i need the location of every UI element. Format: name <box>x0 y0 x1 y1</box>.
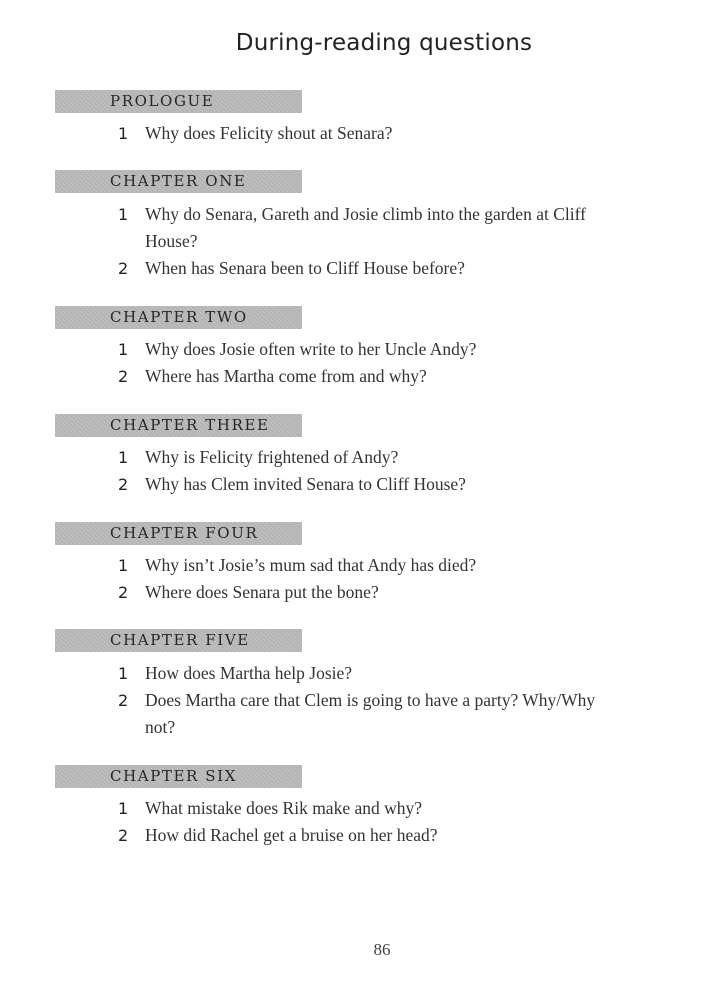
question-text: Why does Felicity shout at Senara? <box>145 123 393 143</box>
section-heading: CHAPTER FIVE <box>110 631 250 649</box>
question-text: Why does Josie often write to her Uncle Andy? <box>145 339 477 359</box>
question-text: Where does Senara put the bone? <box>145 582 379 602</box>
page-title: During-reading questions <box>235 30 533 56</box>
question-text: Where has Martha come from and why? <box>145 366 427 386</box>
question-text: Why do Senara, Gareth and Josie climb into the garden at Cliff House? <box>145 204 586 251</box>
question-text: Why is Felicity frightened of Andy? <box>145 447 399 467</box>
question-text: Does Martha care that Clem is going to have a party? Why/Why not? <box>145 690 596 737</box>
section-heading: CHAPTER THREE <box>110 416 270 434</box>
question-number: 2 <box>118 826 129 845</box>
page-number: 86 <box>373 940 391 959</box>
question-number: 2 <box>118 259 129 278</box>
question-number: 1 <box>118 799 129 818</box>
question-number: 1 <box>118 448 129 467</box>
question-number: 2 <box>118 367 129 386</box>
question-number: 1 <box>118 124 129 143</box>
question-text: What mistake does Rik make and why? <box>145 798 423 818</box>
question-number: 1 <box>118 664 129 683</box>
section-heading: CHAPTER SIX <box>110 767 237 785</box>
question-text: How did Rachel get a bruise on her head? <box>145 825 438 845</box>
question-number: 1 <box>118 556 129 575</box>
section-heading: CHAPTER ONE <box>110 172 247 190</box>
section-heading: CHAPTER FOUR <box>110 524 259 542</box>
section-heading: CHAPTER TWO <box>110 308 248 326</box>
question-text: When has Senara been to Cliff House before? <box>145 258 465 278</box>
question-text: Why isn’t Josie’s mum sad that Andy has died? <box>145 555 477 575</box>
question-text: Why has Clem invited Senara to Cliff House? <box>145 474 466 494</box>
section-heading: PROLOGUE <box>110 92 215 110</box>
question-number: 2 <box>118 691 129 710</box>
question-number: 2 <box>118 475 129 494</box>
question-text: How does Martha help Josie? <box>145 663 353 683</box>
question-number: 1 <box>118 340 129 359</box>
question-number: 1 <box>118 205 129 224</box>
question-number: 2 <box>118 583 129 602</box>
